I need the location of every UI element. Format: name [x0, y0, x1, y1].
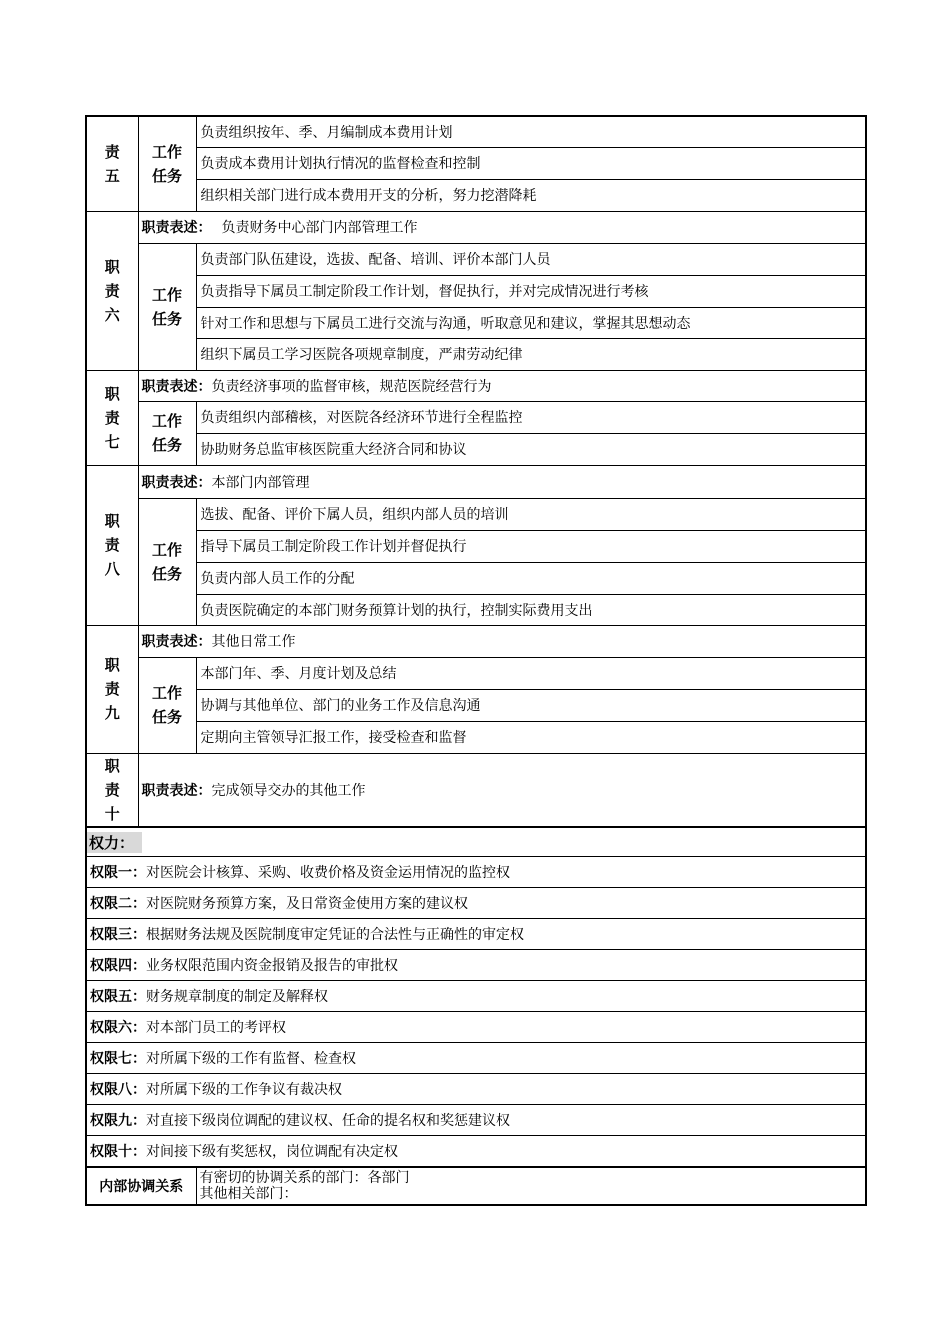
duty-9-task-2: 协调与其他单位、部门的业务工作及信息沟通	[196, 689, 866, 721]
authority-item-7: 权限七：对所属下级的工作有监督、检查权	[86, 1043, 866, 1074]
authority-item-3: 权限三：根据财务法规及医院制度审定凭证的合法性与正确性的审定权	[86, 919, 866, 950]
duty-10-description: 职责表述：完成领导交办的其他工作	[138, 753, 866, 827]
duty-7-label: 职责七	[86, 370, 138, 465]
duty-6-task-2: 负责指导下属员工制定阶段工作计划，督促执行，并对完成情况进行考核	[196, 275, 866, 307]
duty-9-task-label: 工作任务	[138, 657, 196, 753]
authority-item-6: 权限六：对本部门员工的考评权	[86, 1012, 866, 1043]
authority-item-5: 权限五：财务规章制度的制定及解释权	[86, 981, 866, 1012]
duty-9-label: 职责九	[86, 625, 138, 753]
coordination-details	[196, 1167, 866, 1205]
authority-item-1: 权限一：对医院会计核算、采购、收费价格及资金运用情况的监控权	[86, 857, 866, 888]
authority-item-8: 权限八：对所属下级的工作争议有裁决权	[86, 1074, 866, 1105]
duty-5-task-3: 组织相关部门进行成本费用开支的分析，努力挖潜降耗	[196, 179, 866, 211]
duty-9-description: 职责表述：其他日常工作	[138, 625, 866, 657]
duty-5-task-label: 工作任务	[138, 116, 196, 211]
authority-heading: 权力：	[86, 827, 866, 857]
job-description-sheet	[85, 115, 865, 1206]
duty-6-task-label: 工作任务	[138, 243, 196, 370]
authority-item-4: 权限四：业务权限范围内资金报销及报告的审批权	[86, 950, 866, 981]
duty-7-task-label: 工作任务	[138, 401, 196, 465]
duty-5-task-row	[86, 116, 866, 147]
duty-9-task-3: 定期向主管领导汇报工作，接受检查和监督	[196, 721, 866, 753]
authority-table	[85, 826, 867, 1168]
duty-8-label: 职责八	[86, 465, 138, 625]
duty-8-description: 职责表述：本部门内部管理	[138, 465, 866, 498]
duty-7-description: 职责表述：负责经济事项的监督审核，规范医院经营行为	[138, 370, 866, 401]
duty-6-task-1: 负责部门队伍建设，选拔、配备、培训、评价本部门人员	[196, 243, 866, 275]
duty-9-task-1: 本部门年、季、月度计划及总结	[196, 657, 866, 689]
duty-7-task-2: 协助财务总监审核医院重大经济合同和协议	[196, 433, 866, 465]
coordination-other-departments: 其他相关部门：	[199, 1186, 298, 1202]
duty-8-task-4: 负责医院确定的本部门财务预算计划的执行，控制实际费用支出	[196, 594, 866, 625]
coordination-label: 内部协调关系	[86, 1167, 196, 1205]
duty-6-task-3: 针对工作和思想与下属员工进行交流与沟通，听取意见和建议，掌握其思想动态	[196, 307, 866, 338]
duty-8-task-1: 选拔、配备、评价下属人员，组织内部人员的培训	[196, 498, 866, 530]
duty-5-label: 责五	[86, 116, 138, 211]
coordination-table	[85, 1166, 867, 1206]
duty-5-task-1: 负责组织按年、季、月编制成本费用计划	[196, 116, 866, 147]
authority-item-9: 权限九：对直接下级岗位调配的建议权、任命的提名权和奖惩建议权	[86, 1105, 866, 1136]
duty-6-label: 职责六	[86, 211, 138, 370]
coordination-close-departments: 有密切的协调关系的部门：各部门	[199, 1170, 410, 1186]
duty-10-label: 职责十	[86, 753, 138, 827]
duty-5-task-2: 负责成本费用计划执行情况的监督检查和控制	[196, 147, 866, 179]
duty-6-task-4: 组织下属员工学习医院各项规章制度，严肃劳动纪律	[196, 338, 866, 370]
duty-8-task-2: 指导下属员工制定阶段工作计划并督促执行	[196, 530, 866, 562]
duty-8-task-label: 工作任务	[138, 498, 196, 625]
duty-7-task-1: 负责组织内部稽核，对医院各经济环节进行全程监控	[196, 401, 866, 433]
duties-table	[85, 115, 867, 828]
duty-6-description: 职责表述： 负责财务中心部门内部管理工作	[138, 211, 866, 243]
authority-item-10: 权限十：对间接下级有奖惩权，岗位调配有决定权	[86, 1136, 866, 1168]
authority-item-2: 权限二：对医院财务预算方案，及日常资金使用方案的建议权	[86, 888, 866, 919]
duty-8-task-3: 负责内部人员工作的分配	[196, 562, 866, 594]
